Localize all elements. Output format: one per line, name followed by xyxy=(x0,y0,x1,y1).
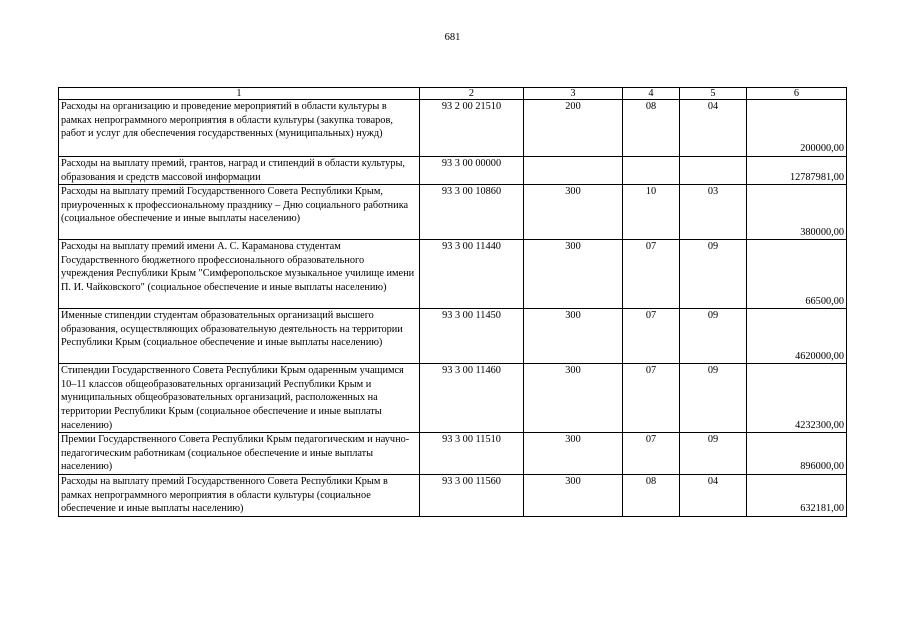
expense-type-cell: 300 xyxy=(524,433,623,475)
subsection-cell xyxy=(680,157,747,185)
amount-cell: 200000,00 xyxy=(747,100,847,157)
subsection-cell: 04 xyxy=(680,100,747,157)
expense-type-cell: 300 xyxy=(524,364,623,433)
amount-cell: 12787981,00 xyxy=(747,157,847,185)
section-cell xyxy=(623,157,680,185)
expense-name-cell: Расходы на организацию и проведение мероприятий в области культуры в рамках непрограммного мероприятия в области культуры (закупка товаров, работ и услуг для обеспечения государственных (муниципальных) нужд) xyxy=(59,100,420,157)
section-cell: 08 xyxy=(623,474,680,516)
amount-cell: 380000,00 xyxy=(747,185,847,240)
expense-type-cell: 300 xyxy=(524,474,623,516)
table-row xyxy=(59,100,847,157)
target-article-code-cell: 93 3 00 00000 xyxy=(420,157,524,185)
budget-table xyxy=(58,87,847,517)
amount-cell: 896000,00 xyxy=(747,433,847,475)
table-row xyxy=(59,364,847,433)
expense-type-cell: 200 xyxy=(524,100,623,157)
subsection-cell: 09 xyxy=(680,309,747,364)
amount-cell: 632181,00 xyxy=(747,474,847,516)
page-number: 681 xyxy=(444,32,461,43)
section-cell: 07 xyxy=(623,240,680,309)
table-header-row xyxy=(59,88,847,100)
subsection-cell: 04 xyxy=(680,474,747,516)
expense-name-cell: Расходы на выплату премий Государственного Совета Республики Крым, приуроченных к профессиональному празднику – Дню социального работника (социальное обеспечение и иные выплаты населению) xyxy=(59,185,420,240)
expense-type-cell: 300 xyxy=(524,185,623,240)
column-header: 6 xyxy=(747,88,847,100)
expense-name-cell: Премии Государственного Совета Республики Крым педагогическим и научно-педагогическим работникам (социальное обеспечение и иные выплаты населению) xyxy=(59,433,420,475)
amount-cell: 4620000,00 xyxy=(747,309,847,364)
subsection-cell: 09 xyxy=(680,240,747,309)
subsection-cell: 09 xyxy=(680,433,747,475)
subsection-cell: 09 xyxy=(680,364,747,433)
section-cell: 08 xyxy=(623,100,680,157)
expense-type-cell: 300 xyxy=(524,309,623,364)
amount-cell: 66500,00 xyxy=(747,240,847,309)
table-row xyxy=(59,474,847,516)
expense-name-cell: Стипендии Государственного Совета Республики Крым одаренным учащимся 10–11 классов общеобразовательных организаций Республики Крым и муниципальных общеобразовательных организаций, расположенных на территории Республики Крым (социальное обеспечение и иные выплаты населению) xyxy=(59,364,420,433)
section-cell: 07 xyxy=(623,309,680,364)
expense-name-cell: Расходы на выплату премий, грантов, наград и стипендий в области культуры, образования и средств массовой информации xyxy=(59,157,420,185)
target-article-code-cell: 93 3 00 11510 xyxy=(420,433,524,475)
expense-name-cell: Расходы на выплату премий имени А. С. Караманова студентам Государственного бюджетного профессионального образовательного учреждения Республики Крым "Симферопольское музыкальное училище имени П. И. Чайковского" (социальное обеспечение и иные выплаты населению) xyxy=(59,240,420,309)
table-row xyxy=(59,309,847,364)
column-header: 2 xyxy=(420,88,524,100)
target-article-code-cell: 93 3 00 11440 xyxy=(420,240,524,309)
expense-name-cell: Расходы на выплату премий Государственного Совета Республики Крым в рамках непрограммного мероприятия в области культуры (социальное обеспечение и иные выплаты населению) xyxy=(59,474,420,516)
table-row xyxy=(59,157,847,185)
column-header: 5 xyxy=(680,88,747,100)
amount-cell: 4232300,00 xyxy=(747,364,847,433)
table-row xyxy=(59,240,847,309)
expense-name-cell: Именные стипендии студентам образовательных организаций высшего образования, осуществляющих образовательную деятельность на территории Республики Крым (социальное обеспечение и иные выплаты населению) xyxy=(59,309,420,364)
column-header: 1 xyxy=(59,88,420,100)
target-article-code-cell: 93 3 00 10860 xyxy=(420,185,524,240)
table-row xyxy=(59,185,847,240)
table-row xyxy=(59,433,847,475)
target-article-code-cell: 93 3 00 11460 xyxy=(420,364,524,433)
target-article-code-cell: 93 2 00 21510 xyxy=(420,100,524,157)
target-article-code-cell: 93 3 00 11560 xyxy=(420,474,524,516)
section-cell: 07 xyxy=(623,364,680,433)
expense-type-cell: 300 xyxy=(524,240,623,309)
subsection-cell: 03 xyxy=(680,185,747,240)
target-article-code-cell: 93 3 00 11450 xyxy=(420,309,524,364)
column-header: 3 xyxy=(524,88,623,100)
section-cell: 07 xyxy=(623,433,680,475)
expense-type-cell xyxy=(524,157,623,185)
column-header: 4 xyxy=(623,88,680,100)
section-cell: 10 xyxy=(623,185,680,240)
